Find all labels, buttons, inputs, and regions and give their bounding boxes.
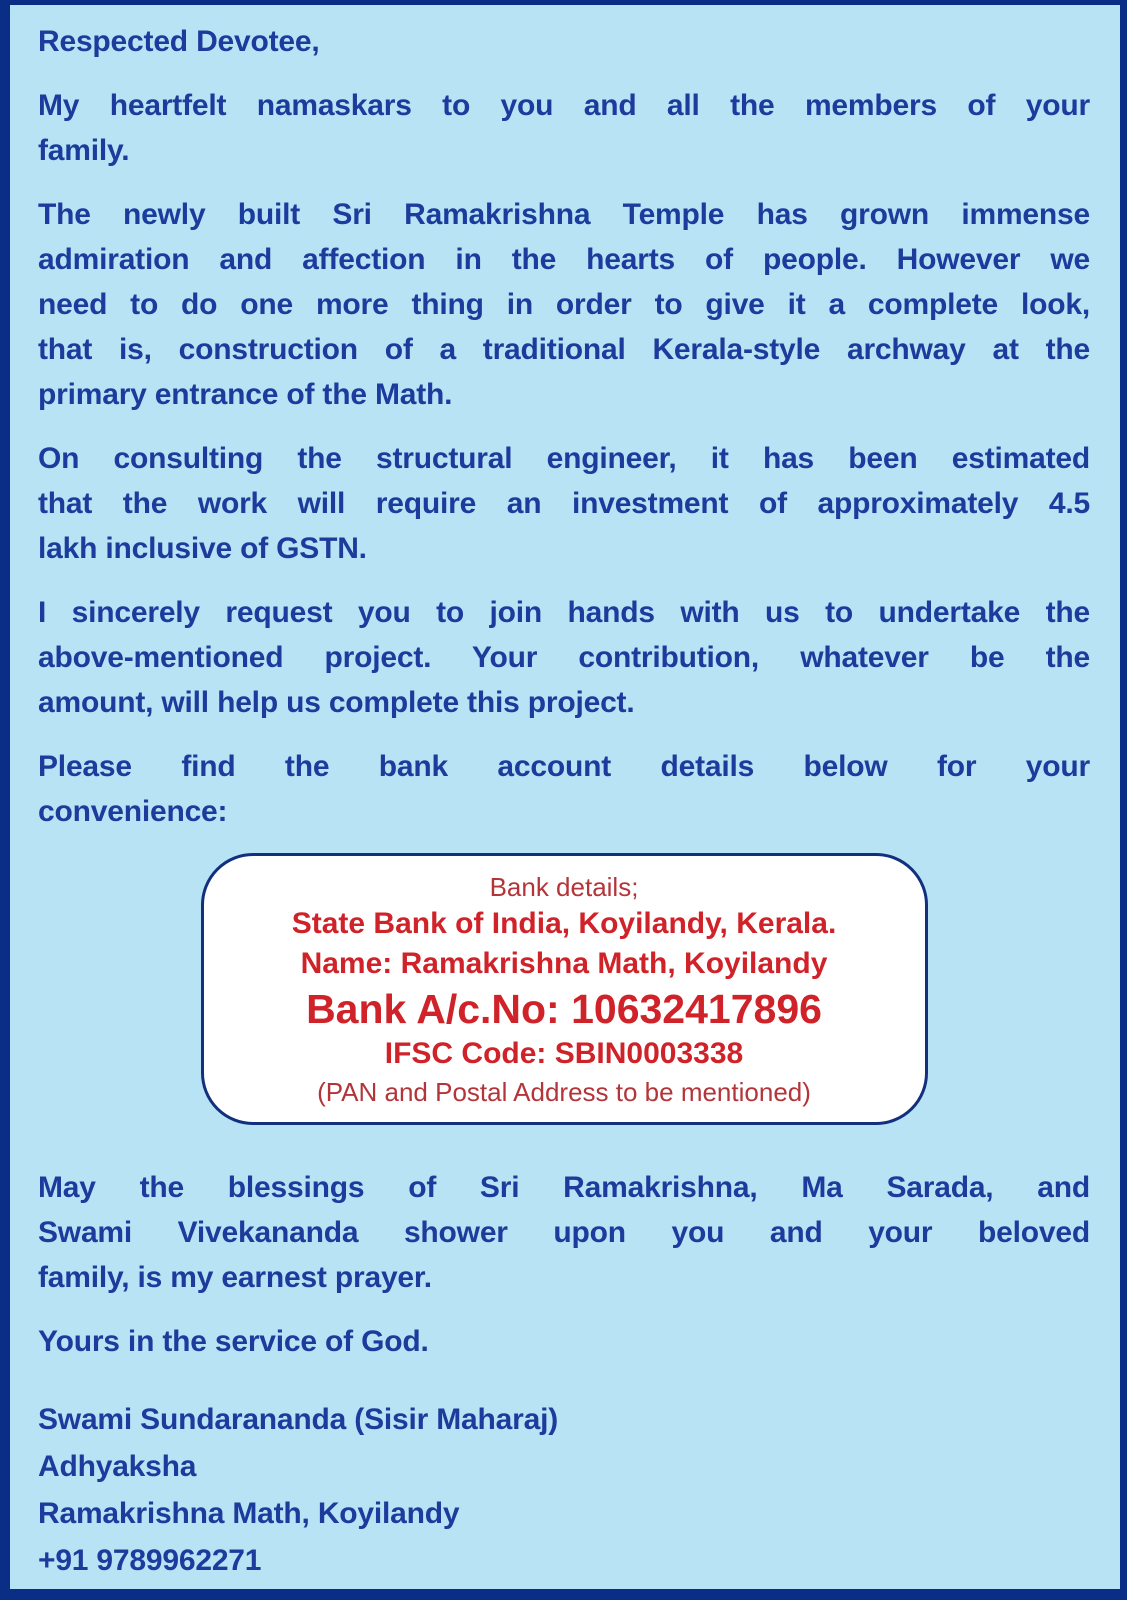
paragraph-line: Please find the bank account details below for your — [38, 750, 1090, 783]
paragraph-line: family, is my earnest prayer. — [38, 1261, 432, 1294]
closing-line: Yours in the service of God. — [38, 1325, 429, 1358]
bank-ifsc-code: IFSC Code: SBIN0003338 — [384, 1037, 744, 1070]
paragraph-line: lakh inclusive of GSTN. — [38, 532, 367, 565]
signature-phone: +91 9789962271 — [38, 1544, 262, 1577]
paragraph-line: The newly built Sri Ramakrishna Temple has grown immense — [38, 198, 1090, 231]
paragraph-line: above-mentioned project. Your contribution, whatever be the — [38, 641, 1090, 674]
bank-account-name: Name: Ramakrishna Math, Koyilandy — [300, 947, 828, 980]
bank-account-number: Bank A/c.No: 10632417896 — [306, 986, 822, 1032]
signature-block — [38, 1396, 1090, 1584]
paragraph-line: On consulting the structural engineer, it has been estimated — [38, 442, 1090, 475]
salutation: Respected Devotee, — [38, 25, 320, 58]
paragraph-line: admiration and affection in the hearts of people. However we — [38, 243, 1090, 276]
paragraph-blessing — [38, 1165, 1090, 1300]
signature-name: Swami Sundarananda (Sisir Maharaj) — [38, 1403, 559, 1436]
paragraph-line: family. — [38, 134, 130, 167]
paragraph-line: My heartfelt namaskars to you and all the members of your — [38, 89, 1090, 122]
bank-details-card — [201, 853, 928, 1125]
paragraph-line: that is, construction of a traditional Kerala-style archway at the — [38, 333, 1090, 366]
paragraph-bank-intro — [38, 744, 1090, 834]
bank-details-heading: Bank details; — [489, 872, 639, 902]
paragraph-estimate — [38, 436, 1090, 571]
paragraph-namaskars — [38, 83, 1090, 173]
bank-note: (PAN and Postal Address to be mentioned) — [317, 1077, 811, 1107]
paragraph-line: Swami Vivekananda shower upon you and your beloved — [38, 1216, 1090, 1249]
paragraph-line: primary entrance of the Math. — [38, 378, 453, 411]
signature-title: Adhyaksha — [38, 1450, 197, 1483]
bank-name: State Bank of India, Koyilandy, Kerala. — [291, 907, 837, 940]
paragraph-temple — [38, 192, 1090, 417]
paragraph-line: I sincerely request you to join hands with us to undertake the — [38, 596, 1090, 629]
paragraph-line: May the blessings of Sri Ramakrishna, Ma Sarada, and — [38, 1171, 1090, 1204]
paragraph-request — [38, 590, 1090, 725]
paragraph-line: need to do one more thing in order to give it a complete look, — [38, 288, 1090, 321]
paragraph-line: convenience: — [38, 795, 228, 828]
signature-organization: Ramakrishna Math, Koyilandy — [38, 1497, 460, 1530]
paragraph-line: amount, will help us complete this project. — [38, 686, 635, 719]
paragraph-line: that the work will require an investment of approximately 4.5 — [38, 487, 1090, 520]
